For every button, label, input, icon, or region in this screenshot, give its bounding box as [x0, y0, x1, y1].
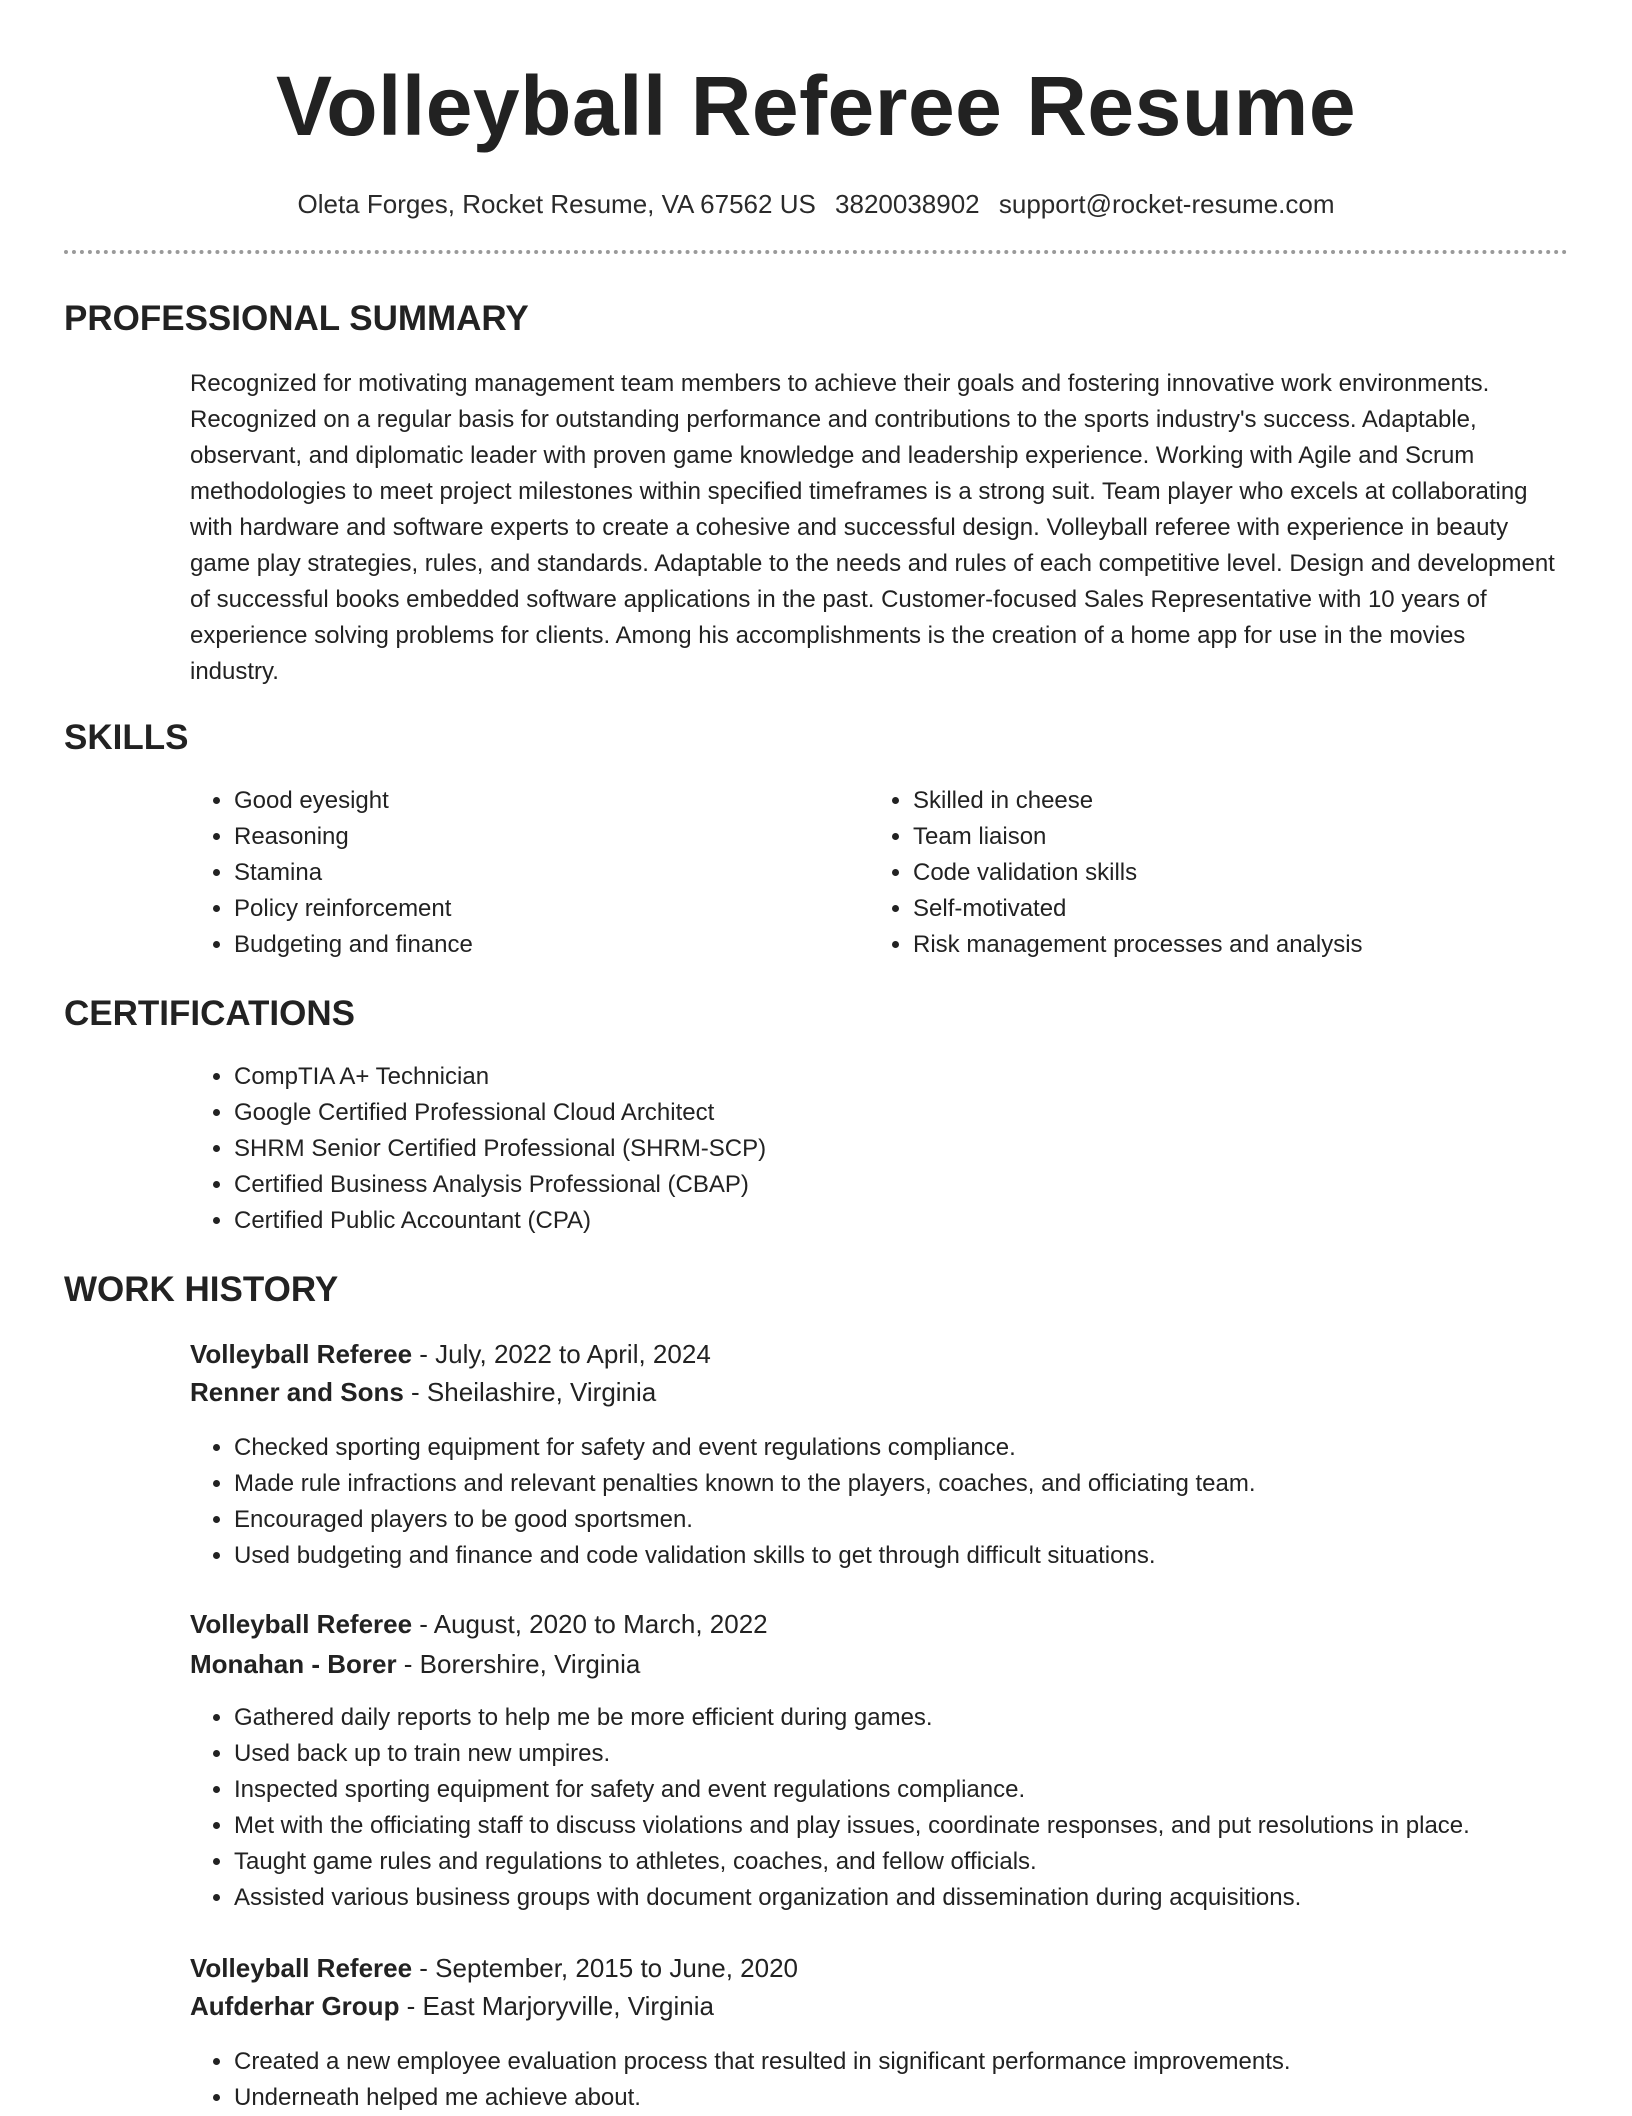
- skill-item: • Code validation skills: [913, 855, 1603, 891]
- job-duty-item: • Made rule infractions and relevant penalties known to the players, coaches, and officiating team.: [234, 1466, 1632, 1502]
- job-duties-list: [190, 1430, 1632, 1574]
- contact-email: support@rocket-resume.com: [998, 189, 1335, 219]
- summary-text: Recognized for motivating management team members to achieve their goals and fostering innovative work environments. Recognized on a regular basis for outstanding performance and contributions to the sports industry's success. Adaptable, observant, and diplomatic leader with proven game knowledge and leadership experience. Working with Agile and Scrum methodologies to meet project milestones within specified timeframes is a strong suit. Team player who excels at collaborating with hardware and software experts to create a cohesive and successful design. Volleyball referee with experience in beauty game play strategies, rules, and standards. Adaptable to the needs and rules of each competitive level. Design and development of successful books embedded software applications in the past. Customer-focused Sales Representative with 10 years of experience solving problems for clients. Among his accomplishments is the creation of a home app for use in the movies industry.: [190, 370, 1555, 685]
- job-duty-item: • Encouraged players to be good sportsmen.: [234, 1502, 1632, 1538]
- job-company: Monahan - Borer: [190, 1649, 397, 1679]
- skill-item: • Self-motivated: [913, 891, 1603, 927]
- certification-item: • CompTIA A+ Technician: [234, 1059, 1604, 1095]
- job-company: Renner and Sons: [190, 1377, 404, 1407]
- job-title: Volleyball Referee: [190, 1339, 413, 1369]
- skill-item: • Budgeting and finance: [234, 927, 874, 963]
- skill-item: • Skilled in cheese: [913, 783, 1603, 819]
- skill-item: • Reasoning: [234, 819, 874, 855]
- job-title-line: [190, 1950, 798, 1986]
- certification-item: • Certified Business Analysis Professional (CBAP): [234, 1167, 1604, 1203]
- contact-phone: 3820038902: [835, 189, 980, 219]
- job-location: - Borershire, Virginia: [396, 1649, 641, 1679]
- job-dates: - August, 2020 to March, 2022: [412, 1609, 768, 1639]
- skill-item: • Policy reinforcement: [234, 891, 874, 927]
- job-title-line: [190, 1336, 711, 1372]
- header-divider: [64, 250, 1568, 254]
- skills-list-left: [190, 783, 874, 963]
- job-title-line: [190, 1606, 768, 1642]
- job-location: - Sheilashire, Virginia: [403, 1377, 657, 1407]
- job-duty-item: • Inspected sporting equipment for safety and event regulations compliance.: [234, 1772, 1632, 1808]
- job-company: Aufderhar Group: [190, 1991, 400, 2021]
- job-duty-item: • Assisted various business groups with document organization and dissemination during acquisitions.: [234, 1880, 1632, 1916]
- skills-list-right: [869, 783, 1603, 963]
- resume-title: Volleyball Referee Resume: [275, 59, 1357, 153]
- job-duties-list: [190, 1700, 1632, 1916]
- certification-item: • Google Certified Professional Cloud Architect: [234, 1095, 1604, 1131]
- job-duty-item: • Gathered daily reports to help me be more efficient during games.: [234, 1700, 1632, 1736]
- job-dates: - September, 2015 to June, 2020: [412, 1953, 799, 1983]
- job-title: Volleyball Referee: [190, 1609, 413, 1639]
- contact-line: [0, 188, 1632, 220]
- job-duty-item: • Taught game rules and regulations to athletes, coaches, and fellow officials.: [234, 1844, 1632, 1880]
- job-company-line: [190, 1988, 714, 2024]
- job-duty-item: • Created a new employee evaluation process that resulted in significant performance improvements.: [234, 2044, 1632, 2080]
- certification-item: • Certified Public Accountant (CPA): [234, 1203, 1604, 1239]
- job-duty-item: • Checked sporting equipment for safety and event regulations compliance.: [234, 1430, 1632, 1466]
- skill-item: • Team liaison: [913, 819, 1603, 855]
- work-history-heading: WORK HISTORY: [64, 1270, 339, 1309]
- job-duty-item: • Met with the officiating staff to discuss violations and play issues, coordinate responses, and put resolutions in place.: [234, 1808, 1632, 1844]
- job-location: - East Marjoryville, Virginia: [399, 1991, 714, 2021]
- job-company-line: [190, 1646, 640, 1682]
- job-duty-item: • Used budgeting and finance and code validation skills to get through difficult situations.: [234, 1538, 1632, 1574]
- contact-address: Oleta Forges, Rocket Resume, VA 67562 US: [297, 189, 816, 219]
- certification-item: • SHRM Senior Certified Professional (SHRM-SCP): [234, 1131, 1604, 1167]
- skill-item: • Risk management processes and analysis: [913, 927, 1603, 963]
- job-duty-item: • Underneath helped me achieve about.: [234, 2080, 1632, 2116]
- resume-header: [0, 0, 1632, 220]
- skills-heading: SKILLS: [64, 718, 189, 757]
- job-company-line: [190, 1374, 656, 1410]
- certifications-list: [190, 1059, 1604, 1239]
- certifications-heading: CERTIFICATIONS: [64, 994, 356, 1033]
- summary-heading: PROFESSIONAL SUMMARY: [64, 299, 529, 338]
- skill-item: • Good eyesight: [234, 783, 874, 819]
- job-title: Volleyball Referee: [190, 1953, 413, 1983]
- job-duty-item: • Used back up to train new umpires.: [234, 1736, 1632, 1772]
- job-dates: - July, 2022 to April, 2024: [412, 1339, 711, 1369]
- job-duties-list: [190, 2044, 1632, 2116]
- skill-item: • Stamina: [234, 855, 874, 891]
